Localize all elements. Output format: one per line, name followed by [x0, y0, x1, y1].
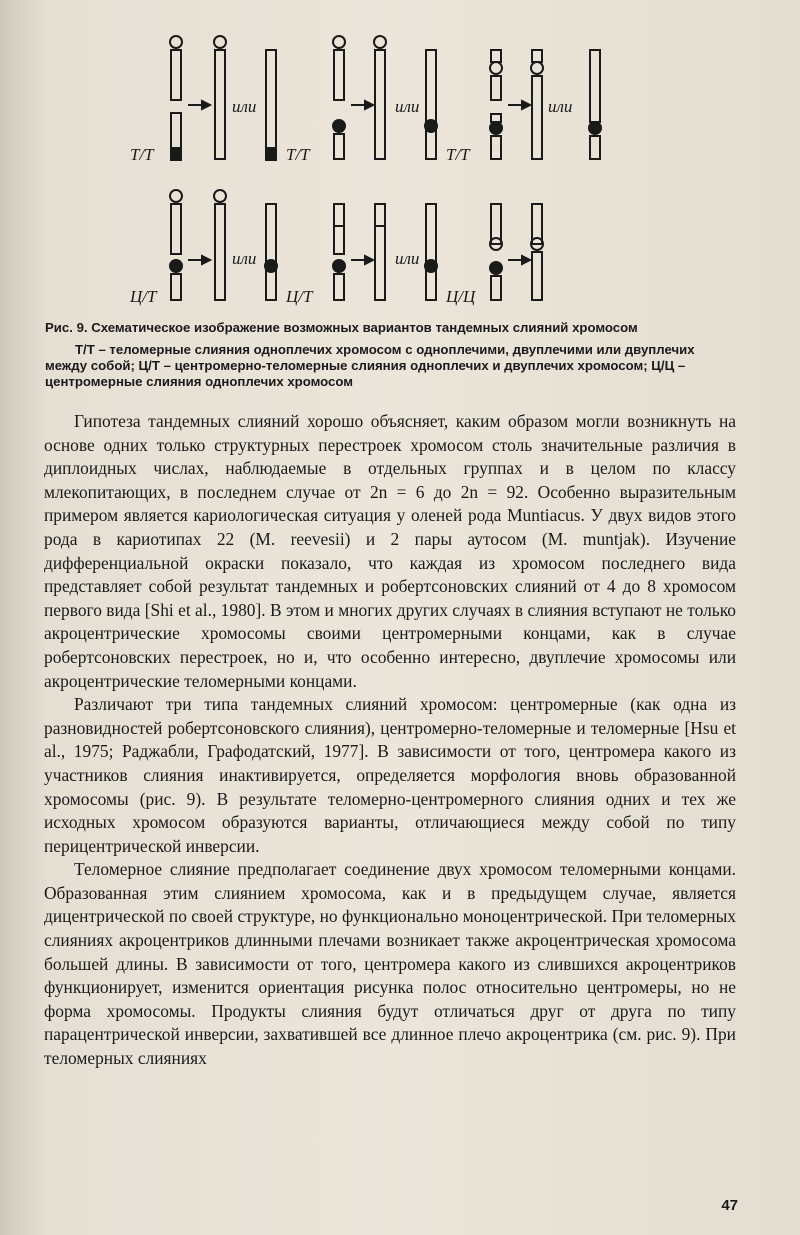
label-ili: или — [232, 249, 257, 268]
paragraph: Различают три типа тандемных слияний хромосом: центромерные (как одна из разновидностей робертсоновского слияния), центромерно-теломерные и теломерные [Hsu et al., 1975; Раджабли, Графодатский, 1977]. В зависимости от того, центромера какого из участников слияния инактивируется, определяется морфология вновь образованной хромосомы (рис. 9). В результате теломерно-центромерного слияния одних и тех же исходных хромосом образуются варианты, отличающиеся между собой по типу перицентрической инверсии. — [44, 694, 736, 856]
label-ili: или — [395, 97, 420, 116]
label-ct-2: Ц/Т — [286, 287, 313, 306]
label-tt-1: Т/Т — [130, 145, 154, 164]
label-ili: или — [548, 97, 573, 116]
label-ili: или — [395, 249, 420, 268]
caption-title: Рис. 9. Схематическое изображение возможных вариантов тандемных слияний хромосом — [45, 320, 638, 335]
label-tt-2: Т/Т — [286, 145, 310, 164]
caption-note: Т/Т – теломерные слияния одноплечих хромосом с одноплечими, двуплечими или двуплечих между собой; Ц/Т – центромерно-теломерные слияния одноплечих и двуплечих хромосом; Ц/Ц – центромерные слияния одноплечих хромосом — [45, 342, 695, 389]
label-ct-1: Ц/Т — [130, 287, 157, 306]
page-number: 47 — [721, 1197, 738, 1214]
label-tt-3: Т/Т — [446, 145, 470, 164]
paragraph: Гипотеза тандемных слияний хорошо объясняет, каким образом могли возникнуть на основе одних только структурных перестроек хромосом столь значительные различия в диплоидных числах, наблюдаемые в отдельных группах и в целом по классу млекопитающих, в последнем случае от 2n = 6 до 2n = 92. Особенно выразительным примером является кариологическая ситуация у оленей рода Muntiacus. У двух видов этого рода в кариотипах 22 (M. reevesii) и 2 пары аутосом (M. muntjak). Изучение дифференциальной окраски показало, что каждая из хромосом последнего вида представляет собой результат тандемных и робертсоновских слияний от 4 до 8 хромосом первого вида [Shi et al., 1980]. В этом и многих других случаях в слияния вступают не только акроцентрические хромосомы своими центромерными концами, как в случае робертсоновских перестроек, но и, что особенно интересно, двуплечие хромосомы или акроцентрические теломерными концами. — [44, 411, 736, 691]
label-cc: Ц/Ц — [446, 287, 476, 306]
paragraph: Теломерное слияние предполагает соединение двух хромосом теломерными концами. Образованная этим слиянием хромосома, как и в предыдущем случае, является дицентрической по своей структуре, но функционально моноцентрической. При теломерных слияниях акроцентриков длинными плечами возникает также акроцентрическая хромосома большей длины. В зависимости от того, центромера какого из слившихся акроцентриков функционирует, изменится ориентация рисунка полос относительно центромеры, но не форма хромосомы. Продукты слияния будут отличаться друг от друга по типу парацентрической инверсии, захватившей все длинное плечо акроцентрика (см. рис. 9). При теломерных слияниях — [44, 859, 736, 1069]
chromosome-fusion-diagram — [90, 30, 730, 320]
body-text — [44, 410, 736, 1071]
figure-caption — [45, 320, 735, 390]
label-ili: или — [232, 97, 257, 116]
